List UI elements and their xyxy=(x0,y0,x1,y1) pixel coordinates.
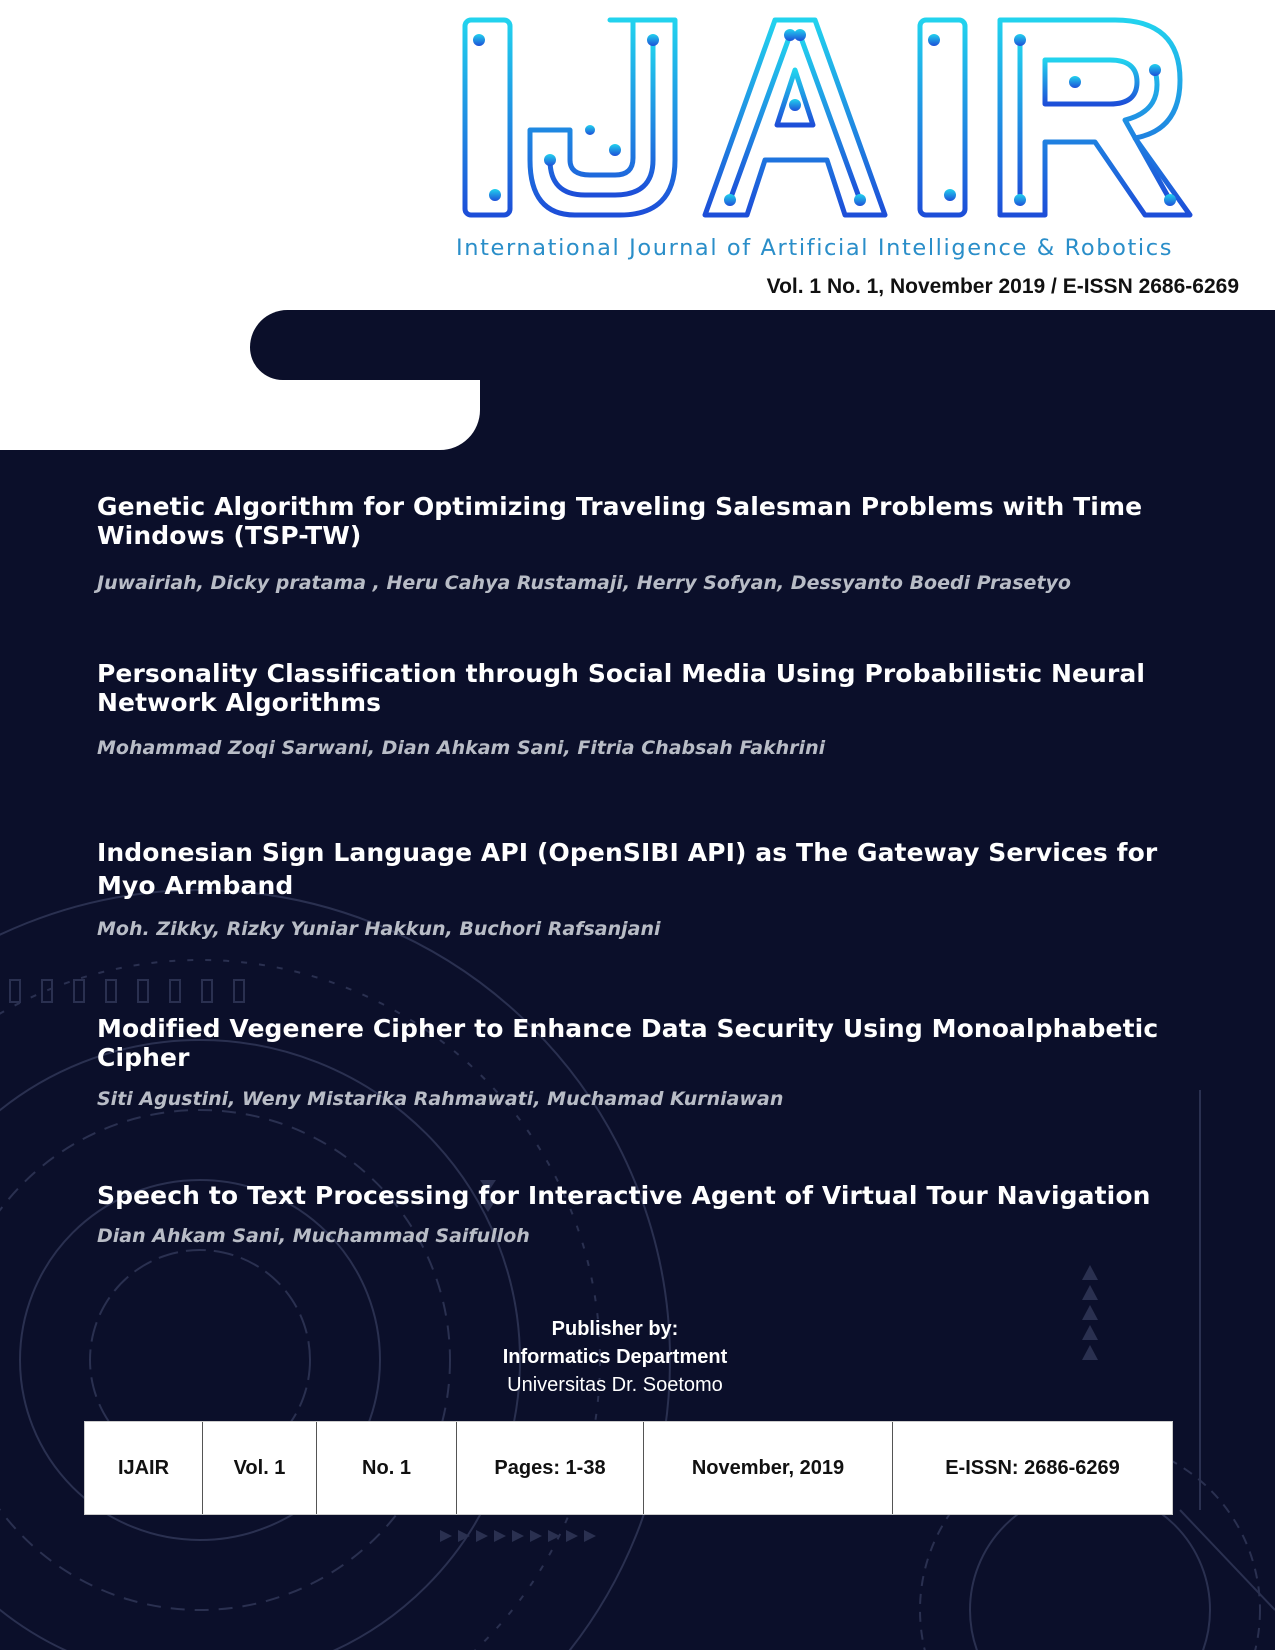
logo-circuit-letters xyxy=(455,10,1245,225)
article-2[interactable] xyxy=(97,659,1197,759)
article-1[interactable] xyxy=(97,492,1197,594)
publisher-label: Publisher by: xyxy=(551,1318,679,1340)
article-3[interactable] xyxy=(97,836,1197,940)
dark-tab-shape xyxy=(250,310,480,380)
info-journal: IJAIR xyxy=(85,1422,203,1514)
article-title[interactable]: Genetic Algorithm for Optimizing Traveling Salesman Problems with Time Windows (TSP-TW) xyxy=(97,492,1143,550)
info-date: November, 2019 xyxy=(644,1422,893,1514)
publisher-university: Universitas Dr. Soetomo xyxy=(507,1374,723,1396)
article-title[interactable]: Indonesian Sign Language API (OpenSIBI API) as The Gateway Services for Myo Armband xyxy=(97,838,1158,900)
article-title[interactable]: Personality Classification through Social Media Using Probabilistic Neural Network Algorithms xyxy=(97,659,1146,717)
article-authors: Dian Ahkam Sani, Muchammad Saifulloh xyxy=(97,1225,530,1247)
info-pages: Pages: 1-38 xyxy=(457,1422,644,1514)
publisher-block xyxy=(0,1315,1230,1399)
ijair-logo xyxy=(455,10,1245,225)
info-number: No. 1 xyxy=(317,1422,457,1514)
article-4[interactable] xyxy=(97,1014,1197,1110)
info-issn: E-ISSN: 2686-6269 xyxy=(945,1456,1120,1479)
article-authors: Moh. Zikky, Rizky Yuniar Hakkun, Buchori Rafsanjani xyxy=(97,918,661,940)
publisher-department: Informatics Department xyxy=(502,1346,728,1368)
article-5[interactable] xyxy=(97,1181,1197,1247)
article-title[interactable]: Speech to Text Processing for Interactive Agent of Virtual Tour Navigation xyxy=(97,1181,1151,1210)
issue-info-table xyxy=(84,1421,1173,1515)
article-authors: Mohammad Zoqi Sarwani, Dian Ahkam Sani, Fitria Chabsah Fakhrini xyxy=(97,737,826,759)
article-title[interactable]: Modified Vegenere Cipher to Enhance Data Security Using Monoalphabetic Cipher xyxy=(97,1014,1159,1072)
article-authors: Juwairiah, Dicky pratama , Heru Cahya Rustamaji, Herry Sofyan, Dessyanto Boedi Prasetyo xyxy=(97,572,1071,594)
volume-line: Vol. 1 No. 1, November 2019 / E-ISSN 2686-6269 xyxy=(766,275,1239,298)
info-volume: Vol. 1 xyxy=(203,1422,317,1514)
journal-name: International Journal of Artificial Intelligence & Robotics xyxy=(456,235,1174,261)
article-authors: Siti Agustini, Weny Mistarika Rahmawati, Muchamad Kurniawan xyxy=(97,1088,784,1110)
